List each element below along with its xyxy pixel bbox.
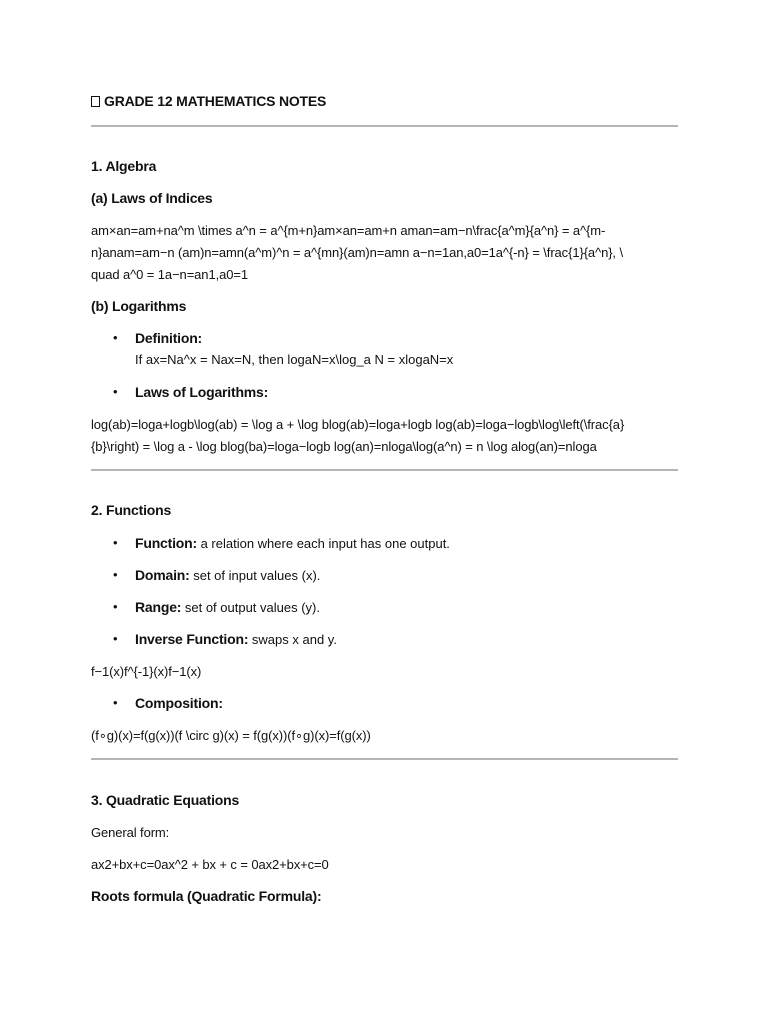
composition-label: Composition:: [135, 695, 223, 711]
section-heading-algebra: 1. Algebra: [91, 158, 157, 174]
section-heading-quadratic: 3. Quadratic Equations: [91, 792, 240, 808]
log-laws-line-1: log(ab)=loga+logb\log(ab) = \log a + \log blog(ab)=loga+logb log(ab)=loga−logb\log\left(\frac{a}: [91, 417, 625, 432]
indices-formula-line-3: quad a^0 = 1a−n=an1,a0=1: [91, 267, 248, 282]
term-text: set of input values (x).: [189, 568, 321, 583]
laws-of-logarithms-label: Laws of Logarithms:: [135, 384, 269, 400]
log-laws-line-2: {b}\right) = \log a - \log blog(ba)=loga−logb log(an)=nloga\log(a^n) = n \log alog(an)=nloga: [91, 439, 597, 454]
term-label: Inverse Function:: [135, 631, 249, 647]
bullet-icon: •: [113, 567, 118, 582]
term-text: a relation where each input has one output.: [196, 536, 450, 551]
indices-formula-line-2: n}anam=am−n (am)n=amn(a^m)^n = a^{mn}(am)n=amn a−n=1an,a0=1a^{-n} = \frac{1}{a^n}, \: [91, 245, 623, 260]
term-label: Domain:: [135, 567, 190, 583]
definition-label: Definition:: [135, 330, 203, 346]
divider: [91, 469, 678, 471]
composition-formula: (f∘g)(x)=f(g(x))(f \circ g)(x) = f(g(x))(f∘g)(x)=f(g(x)): [91, 728, 371, 743]
divider: [91, 125, 678, 127]
definition-text: If ax=Na^x = Nax=N, then logaN=x\log_a N = xlogaN=x: [135, 352, 454, 367]
indices-formula-line-1: am×an=am+na^m \times a^n = a^{m+n}am×an=am+n aman=am−n\frac{a^m}{a^n} = a^{m-: [91, 223, 606, 238]
document-title-text: GRADE 12 MATHEMATICS NOTES: [104, 93, 327, 109]
bullet-icon: •: [113, 535, 118, 550]
bullet-icon: •: [113, 695, 118, 710]
subheading-logarithms: (b) Logarithms: [91, 298, 187, 314]
bullet-icon: •: [113, 631, 118, 646]
bullet-icon: •: [113, 384, 118, 399]
bullet-icon: •: [113, 599, 118, 614]
bullet-icon: •: [113, 330, 118, 345]
document-title: [91, 93, 326, 109]
book-icon: [91, 96, 100, 107]
general-form-label: General form:: [91, 825, 170, 840]
divider: [91, 758, 678, 760]
term-label: Range:: [135, 599, 182, 615]
term-text: set of output values (y).: [181, 600, 320, 615]
subheading-laws-of-indices: (a) Laws of Indices: [91, 190, 213, 206]
general-form-formula: ax2+bx+c=0ax^2 + bx + c = 0ax2+bx+c=0: [91, 857, 329, 872]
inverse-function-formula: f−1(x)f^{-1}(x)f−1(x): [91, 664, 202, 679]
section-heading-functions: 2. Functions: [91, 502, 172, 518]
roots-formula-heading: Roots formula (Quadratic Formula):: [91, 888, 322, 904]
term-label: Function:: [135, 535, 197, 551]
term-text: swaps x and y.: [248, 632, 337, 647]
